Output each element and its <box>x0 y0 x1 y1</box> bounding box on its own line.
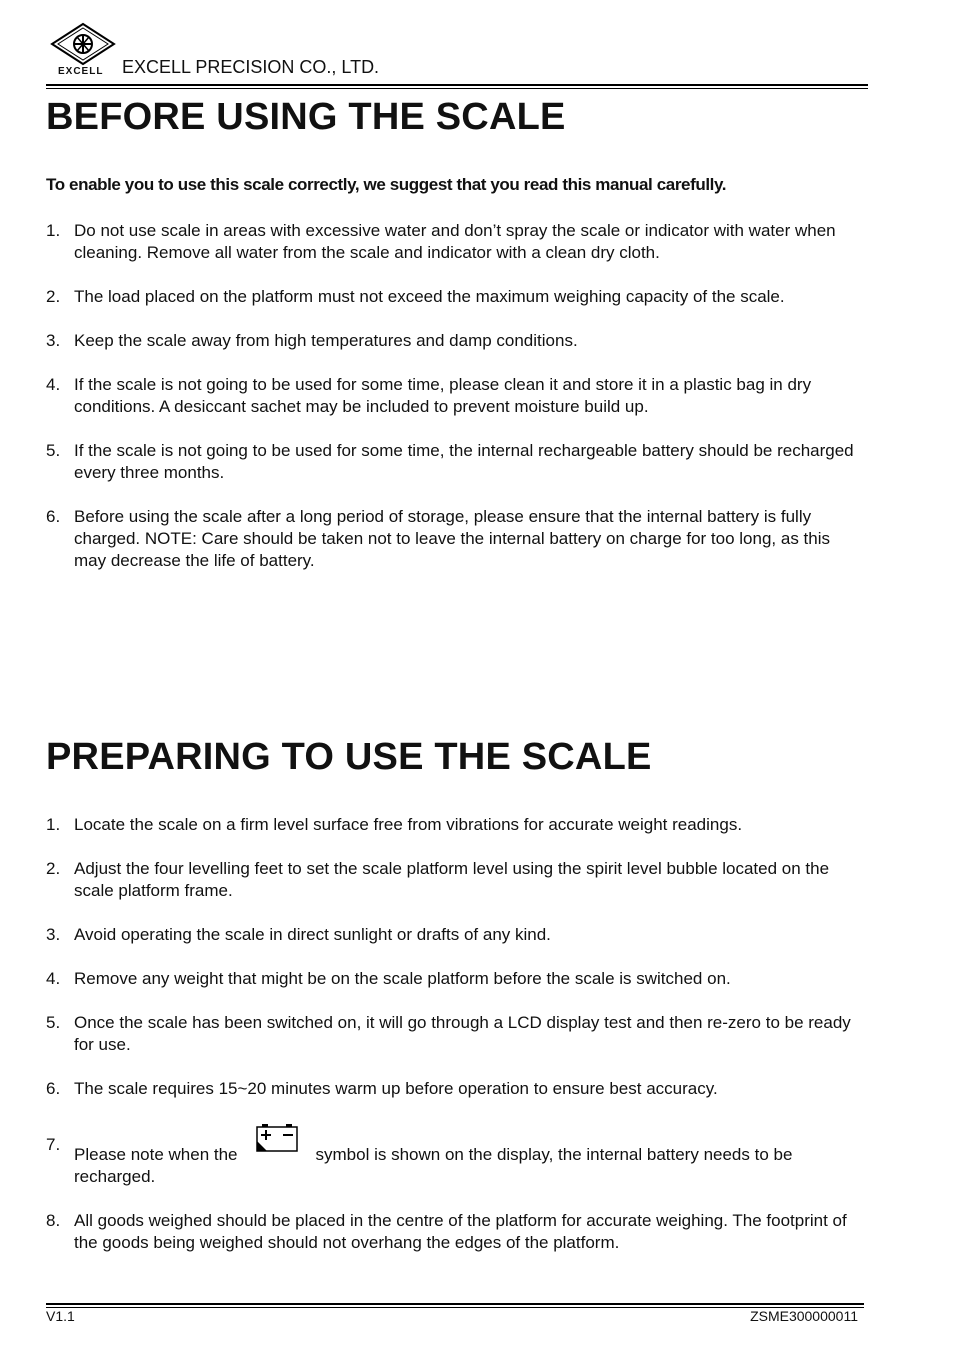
item-text: If the scale is not going to be used for some time, please clean it and store it in a plastic bag in dry conditions. A desiccant sachet may be included to prevent moisture build up. <box>74 375 812 416</box>
battery-icon <box>256 1124 298 1152</box>
page-header <box>46 22 868 88</box>
item-text-after: symbol is shown on the display, the internal battery needs to be recharged. <box>74 1145 793 1186</box>
logo-text: EXCELL <box>58 66 104 77</box>
list-item <box>46 1134 862 1188</box>
item-text: Do not use scale in areas with excessive water and don’t spray the scale or indicator with water when cleaning. Remove all water from the scale and indicator with a clean dry cloth. <box>74 221 836 262</box>
item-text: Adjust the four levelling feet to set the scale platform level using the spirit level bubble located on the scale platform frame. <box>74 859 830 900</box>
footer-rule-thin <box>46 1307 864 1308</box>
list-item <box>46 440 862 484</box>
list-item <box>46 1078 862 1100</box>
list-item <box>46 814 862 836</box>
list-item <box>46 374 862 418</box>
list-item <box>46 968 862 990</box>
header-rule-thin <box>46 88 868 89</box>
item-text: The load placed on the platform must not exceed the maximum weighing capacity of the scale. <box>74 287 785 306</box>
item-number: 5. <box>46 441 61 460</box>
excell-logo <box>50 22 116 78</box>
item-number: 2. <box>46 287 61 306</box>
item-text: Locate the scale on a firm level surface free from vibrations for accurate weight readings. <box>74 815 743 834</box>
list-item <box>46 506 862 572</box>
item-text: Keep the scale away from high temperatures and damp conditions. <box>74 331 578 350</box>
item-number: 6. <box>46 507 61 526</box>
list-item <box>46 858 862 902</box>
item-number: 4. <box>46 375 61 394</box>
item-number: 2. <box>46 859 61 878</box>
company-name: EXCELL PRECISION CO., LTD. <box>122 57 380 77</box>
list-item <box>46 220 862 264</box>
list-item <box>46 1210 862 1254</box>
logo-diamond-icon <box>50 22 116 66</box>
document-id: ZSME300000011 <box>750 1308 858 1324</box>
item-number: 3. <box>46 925 61 944</box>
item-number: 1. <box>46 221 61 240</box>
list-item <box>46 924 862 946</box>
section-title-before-using: BEFORE USING THE SCALE <box>46 96 566 138</box>
item-text: Remove any weight that might be on the scale platform before the scale is switched on. <box>74 969 731 988</box>
item-number: 6. <box>46 1079 61 1098</box>
item-number: 5. <box>46 1013 61 1032</box>
footer-rule <box>46 1303 864 1305</box>
before-using-list <box>46 220 862 594</box>
item-number: 7. <box>46 1135 61 1154</box>
list-item <box>46 286 862 308</box>
intro-text: To enable you to use this scale correctly, we suggest that you read this manual carefully. <box>46 175 727 194</box>
header-rule <box>46 84 868 86</box>
item-number: 8. <box>46 1211 61 1230</box>
item-number: 3. <box>46 331 61 350</box>
item-number: 1. <box>46 815 61 834</box>
item-text: Once the scale has been switched on, it will go through a LCD display test and then re-zero to be ready for use. <box>74 1013 851 1054</box>
list-item <box>46 1012 862 1056</box>
item-text-before: Please note when the <box>74 1145 238 1164</box>
preparing-list <box>46 814 862 1276</box>
item-text: All goods weighed should be placed in the centre of the platform for accurate weighing. The footprint of the goods being weighed should not overhang the edges of the platform. <box>74 1211 847 1252</box>
item-text: The scale requires 15~20 minutes warm up before operation to ensure best accuracy. <box>74 1079 718 1098</box>
version-label: V1.1 <box>46 1308 75 1324</box>
item-text: If the scale is not going to be used for some time, the internal rechargeable battery should be recharged every three months. <box>74 441 854 482</box>
section-title-preparing: PREPARING TO USE THE SCALE <box>46 736 652 778</box>
list-item <box>46 330 862 352</box>
item-number: 4. <box>46 969 61 988</box>
item-text: Avoid operating the scale in direct sunlight or drafts of any kind. <box>74 925 551 944</box>
item-text: Before using the scale after a long period of storage, please ensure that the internal battery is fully charged. NOTE: Care should be taken not to leave the internal battery on charge for too long, as this may decrease the life of battery. <box>74 507 831 570</box>
